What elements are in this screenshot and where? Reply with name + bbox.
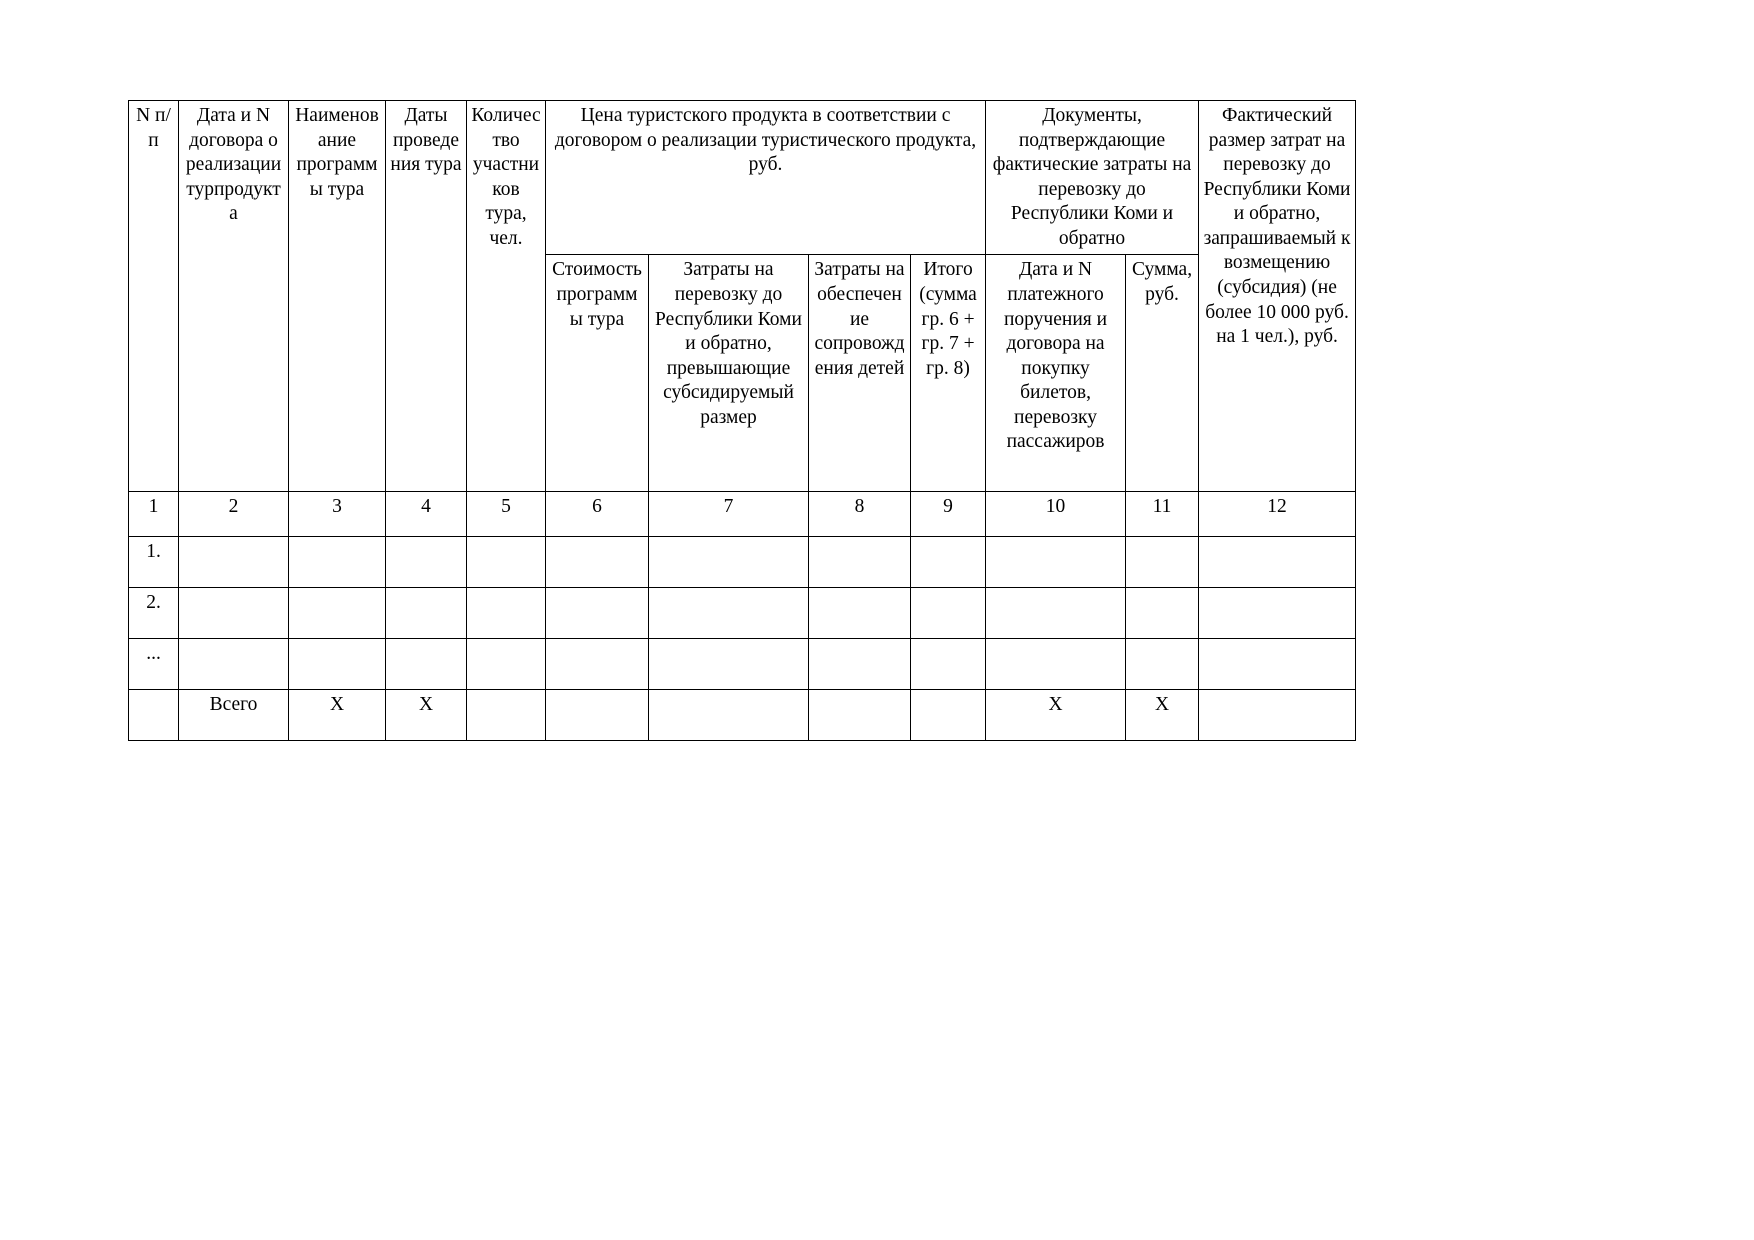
- cell-transport-excess[interactable]: [649, 537, 809, 588]
- header-col-tour-dates: Даты проведения тура: [386, 101, 467, 492]
- header-col-contract: Дата и N договора о реализации турпродукта: [179, 101, 289, 492]
- total-row-label: Всего: [179, 690, 289, 741]
- cell-participants[interactable]: [467, 588, 546, 639]
- header-group-tour-price: Цена туристского продукта в соответствии с договором о реализации туристического продукта, руб.: [546, 101, 986, 255]
- total-cell-children-escort[interactable]: [809, 690, 911, 741]
- registry-table: [128, 100, 1356, 741]
- column-number-1: 1: [129, 492, 179, 537]
- column-number-8: 8: [809, 492, 911, 537]
- column-number-9: 9: [911, 492, 986, 537]
- cell-amount[interactable]: [1126, 588, 1199, 639]
- row-index: ...: [129, 639, 179, 690]
- total-cell-total[interactable]: [911, 690, 986, 741]
- total-cell-program-cost[interactable]: [546, 690, 649, 741]
- column-number-7: 7: [649, 492, 809, 537]
- cell-tour-dates[interactable]: [386, 588, 467, 639]
- column-number-10: 10: [986, 492, 1126, 537]
- cell-participants[interactable]: [467, 537, 546, 588]
- cell-contract[interactable]: [179, 588, 289, 639]
- registry-table-container: [128, 100, 1355, 741]
- header-col-tour-program-name: Наименование программы тура: [289, 101, 386, 492]
- column-number-12: 12: [1199, 492, 1356, 537]
- total-cell-payment-order: X: [986, 690, 1126, 741]
- cell-program-name[interactable]: [289, 639, 386, 690]
- cell-children-escort[interactable]: [809, 588, 911, 639]
- cell-program-cost[interactable]: [546, 537, 649, 588]
- cell-payment-order[interactable]: [986, 639, 1126, 690]
- header-col-payment-order-details: Дата и N платежного поручения и договора на покупку билетов, перевозку пассажиров: [986, 255, 1126, 492]
- cell-program-name[interactable]: [289, 588, 386, 639]
- total-row: [129, 690, 1356, 741]
- cell-program-cost[interactable]: [546, 588, 649, 639]
- header-col-children-escort-cost: Затраты на обеспечение сопровождения детей: [809, 255, 911, 492]
- header-col-program-cost: Стоимость программы тура: [546, 255, 649, 492]
- cell-total[interactable]: [911, 588, 986, 639]
- cell-program-cost[interactable]: [546, 639, 649, 690]
- header-col-amount-rub: Сумма, руб.: [1126, 255, 1199, 492]
- cell-reimbursement[interactable]: [1199, 639, 1356, 690]
- row-index: 2.: [129, 588, 179, 639]
- column-number-11: 11: [1126, 492, 1199, 537]
- column-number-6: 6: [546, 492, 649, 537]
- cell-tour-dates[interactable]: [386, 537, 467, 588]
- header-col-participants-count: Количество участников тура, чел.: [467, 101, 546, 492]
- total-cell-amount: X: [1126, 690, 1199, 741]
- cell-reimbursement[interactable]: [1199, 537, 1356, 588]
- total-row-index: [129, 690, 179, 741]
- cell-children-escort[interactable]: [809, 639, 911, 690]
- total-cell-transport-excess[interactable]: [649, 690, 809, 741]
- table-row: [129, 588, 1356, 639]
- header-col-total-sum: Итого (сумма гр. 6 + гр. 7 + гр. 8): [911, 255, 986, 492]
- cell-program-name[interactable]: [289, 537, 386, 588]
- cell-transport-excess[interactable]: [649, 639, 809, 690]
- table-row: [129, 639, 1356, 690]
- cell-total[interactable]: [911, 639, 986, 690]
- cell-contract[interactable]: [179, 537, 289, 588]
- cell-participants[interactable]: [467, 639, 546, 690]
- cell-total[interactable]: [911, 537, 986, 588]
- column-number-row: [129, 492, 1356, 537]
- total-cell-program-name: X: [289, 690, 386, 741]
- cell-amount[interactable]: [1126, 639, 1199, 690]
- cell-reimbursement[interactable]: [1199, 588, 1356, 639]
- header-col-actual-reimbursement: Фактический размер затрат на перевозку до Республики Коми и обратно, запрашиваемый к возмещению (субсидия) (не более 10 000 руб. на 1 чел.), руб.: [1199, 101, 1356, 492]
- cell-contract[interactable]: [179, 639, 289, 690]
- row-index: 1.: [129, 537, 179, 588]
- column-number-4: 4: [386, 492, 467, 537]
- cell-payment-order[interactable]: [986, 537, 1126, 588]
- total-cell-tour-dates: X: [386, 690, 467, 741]
- cell-children-escort[interactable]: [809, 537, 911, 588]
- header-col-number: N п/п: [129, 101, 179, 492]
- total-cell-participants[interactable]: [467, 690, 546, 741]
- cell-payment-order[interactable]: [986, 588, 1126, 639]
- header-col-transport-excess-cost: Затраты на перевозку до Республики Коми и обратно, превышающие субсидируемый размер: [649, 255, 809, 492]
- table-row: [129, 537, 1356, 588]
- header-group-supporting-documents: Документы, подтверждающие фактические затраты на перевозку до Республики Коми и обратно: [986, 101, 1199, 255]
- cell-transport-excess[interactable]: [649, 588, 809, 639]
- column-number-5: 5: [467, 492, 546, 537]
- column-number-2: 2: [179, 492, 289, 537]
- total-cell-reimbursement[interactable]: [1199, 690, 1356, 741]
- column-number-3: 3: [289, 492, 386, 537]
- header-row-primary: [129, 101, 1356, 255]
- cell-amount[interactable]: [1126, 537, 1199, 588]
- cell-tour-dates[interactable]: [386, 639, 467, 690]
